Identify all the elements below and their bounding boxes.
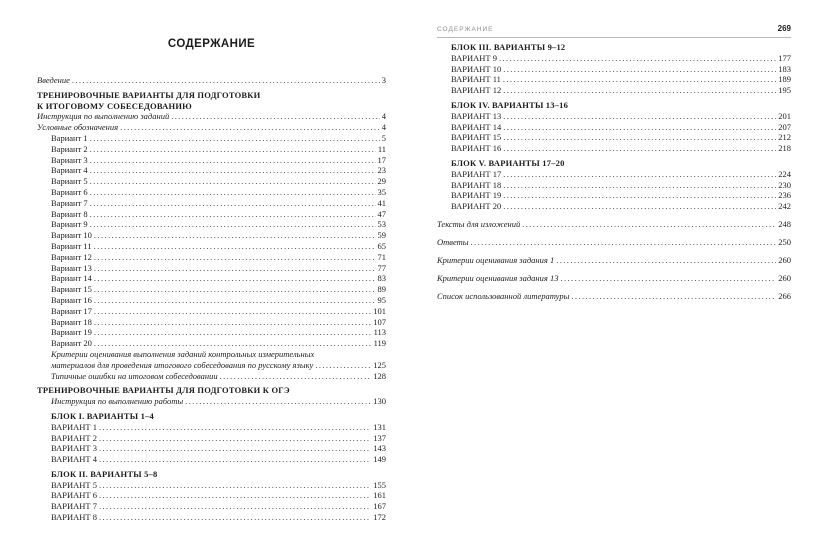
toc-entry-label: ВАРИАНТ 13: [451, 110, 502, 121]
toc-entry-line: [51, 490, 386, 501]
toc-page-number: 218: [778, 143, 791, 154]
dot-leader: [94, 327, 372, 338]
running-header: [437, 24, 791, 38]
dot-leader: [120, 122, 380, 133]
toc-entry-line: [51, 219, 386, 230]
toc-entry: [37, 501, 386, 512]
toc-entry-line: [51, 252, 386, 263]
toc-entry: [37, 396, 386, 407]
toc-entry: [37, 284, 386, 295]
toc-entry: [37, 480, 386, 491]
toc-entry-label: Критерии оценивания задания 13: [437, 273, 559, 284]
left-page: [37, 38, 386, 523]
toc-entry: [37, 295, 386, 306]
toc-entry-line: [451, 158, 791, 169]
page-title: СОДЕРЖАНИЕ: [167, 38, 256, 50]
toc-entry-line: [437, 255, 791, 266]
dot-leader: [90, 198, 376, 209]
toc-entry-label: ТРЕНИРОВОЧНЫЕ ВАРИАНТЫ ДЛЯ ПОДГОТОВКИ К ОГЭ: [37, 385, 290, 396]
toc-entries-left: [37, 75, 386, 523]
toc-entry: [37, 349, 386, 371]
toc-entry-line: [51, 198, 386, 209]
toc-entry-line: [37, 101, 386, 112]
dot-leader: [99, 454, 371, 465]
toc-entry-label: Вариант 11: [51, 240, 92, 251]
toc-entry-label: Критерии оценивания выполнения заданий контрольных измерительных: [51, 348, 315, 359]
toc-entry-label: ВАРИАНТ 2: [51, 432, 97, 443]
toc-entry-label: Вариант 6: [51, 186, 88, 197]
toc-entry: [37, 252, 386, 263]
dot-leader: [185, 396, 371, 407]
toc-entry: [437, 85, 791, 96]
dot-leader: [90, 187, 376, 198]
toc-entry-label: ВАРИАНТ 14: [451, 121, 502, 132]
toc-page-number: 4: [381, 122, 386, 133]
dot-leader: [560, 273, 776, 284]
toc-entry-label: БЛОК V. ВАРИАНТЫ 17–20: [451, 157, 565, 168]
toc-page-number: 177: [778, 52, 791, 63]
toc-page-number: 137: [373, 432, 386, 443]
toc-entry-line: [51, 411, 386, 422]
dot-leader: [94, 306, 371, 317]
toc-page-number: 172: [373, 512, 386, 523]
toc-page-number: 131: [373, 421, 386, 432]
toc-page-number: 71: [377, 251, 386, 262]
toc-entry-line: [437, 291, 791, 302]
toc-page-number: 95: [377, 294, 386, 305]
toc-block-heading: [437, 158, 791, 169]
dot-leader: [94, 317, 371, 328]
toc-entry-line: [51, 396, 386, 407]
toc-entry-line: [451, 122, 791, 133]
toc-page-number: 128: [373, 370, 386, 381]
toc-entry: [437, 180, 791, 191]
toc-entry-label: ВАРИАНТ 17: [451, 168, 502, 179]
toc-entry-line: [451, 111, 791, 122]
toc-entry: [437, 64, 791, 75]
toc-section-heading: [37, 385, 386, 396]
toc-entry-line: [51, 306, 386, 317]
toc-entry: [37, 165, 386, 176]
toc-entry-line: [51, 443, 386, 454]
toc-entry-line: [51, 454, 386, 465]
toc-entry-label: Вариант 8: [51, 208, 88, 219]
dot-leader: [471, 237, 777, 248]
toc-page-number: 41: [377, 197, 386, 208]
toc-page-number: 47: [377, 208, 386, 219]
toc-entry-label: ВАРИАНТ 10: [451, 63, 502, 74]
toc-entry-line: [451, 64, 791, 75]
toc-entry-line: [37, 122, 386, 133]
dot-leader: [90, 165, 376, 176]
dot-leader: [315, 360, 371, 371]
toc-page-number: 260: [778, 273, 791, 284]
toc-entry-label: Критерии оценивания задания 1: [437, 255, 555, 266]
dot-leader: [503, 201, 776, 212]
toc-page-number: 230: [778, 179, 791, 190]
toc-entry-line: [51, 176, 386, 187]
dot-leader: [90, 144, 376, 155]
toc-entry-label: Вариант 13: [51, 262, 92, 273]
toc-entry-label: ВАРИАНТ 20: [451, 201, 502, 212]
toc-entry-line: [51, 501, 386, 512]
toc-entry-label: ВАРИАНТ 7: [51, 501, 97, 512]
toc-entry-label: ВАРИАНТ 8: [51, 512, 97, 523]
toc-entry: [37, 230, 386, 241]
toc-entry: [37, 209, 386, 220]
toc-entry-label: ВАРИАНТ 16: [451, 143, 502, 154]
toc-entry-line: [51, 480, 386, 491]
toc-entry: [437, 237, 791, 248]
toc-page-number: 224: [778, 168, 791, 179]
toc-entry-line: [451, 74, 791, 85]
dot-leader: [99, 512, 371, 523]
toc-entry-label: Вариант 10: [51, 230, 92, 241]
dot-leader: [503, 85, 776, 96]
toc-entry: [37, 317, 386, 328]
toc-entry: [437, 273, 791, 284]
toc-entry-label: Вариант 1: [51, 132, 88, 143]
toc-page-number: 161: [373, 490, 386, 501]
toc-entry: [37, 198, 386, 209]
toc-entry-label: ВАРИАНТ 4: [51, 454, 97, 465]
toc-entry-label: Вариант 12: [51, 251, 92, 262]
toc-entry-line: [51, 209, 386, 220]
toc-page-number: 167: [373, 501, 386, 512]
toc-entries-right: [437, 42, 791, 302]
toc-page-number: 119: [373, 338, 386, 349]
toc-entry-label: БЛОК III. ВАРИАНТЫ 9–12: [451, 42, 566, 52]
toc-entry-line: [451, 143, 791, 154]
toc-entry-label: ВАРИАНТ 12: [451, 85, 502, 96]
toc-entry-label: Вариант 19: [51, 327, 92, 338]
toc-entry: [37, 371, 386, 382]
running-header-title: СОДЕРЖАНИЕ: [437, 26, 494, 33]
toc-entry-label: ВАРИАНТ 6: [51, 490, 97, 501]
toc-entry: [37, 176, 386, 187]
toc-page-number: 242: [778, 201, 791, 212]
toc-page-number: 260: [778, 255, 791, 266]
toc-page-number: 207: [778, 121, 791, 132]
toc-entry: [37, 306, 386, 317]
toc-entry-line: [451, 132, 791, 143]
toc-entry-label: ВАРИАНТ 15: [451, 132, 502, 143]
dot-leader: [503, 74, 776, 85]
dot-leader: [503, 64, 776, 75]
toc-entry-label: Вариант 18: [51, 316, 92, 327]
toc-entry-label: Вариант 2: [51, 143, 88, 154]
right-page: [437, 24, 791, 302]
dot-leader: [94, 284, 376, 295]
toc-entry: [437, 122, 791, 133]
toc-page-number: 23: [377, 165, 386, 176]
dot-leader: [94, 230, 376, 241]
toc-page-number: 83: [377, 273, 386, 284]
toc-entry-line: [51, 360, 386, 371]
dot-leader: [503, 132, 776, 143]
toc-entry: [437, 201, 791, 212]
toc-entry: [37, 144, 386, 155]
toc-entry-label: ВАРИАНТ 9: [451, 52, 497, 63]
toc-page-number: 53: [377, 219, 386, 230]
toc-entry: [37, 122, 386, 133]
toc-entry-label: Вариант 3: [51, 154, 88, 165]
toc-entry-label: Ответы: [437, 237, 469, 248]
dot-leader: [94, 252, 376, 263]
toc-entry-label: материалов для проведения итогового собеседования по русскому языку: [51, 359, 314, 370]
toc-entry-line: [451, 85, 791, 96]
toc-page-number: 236: [778, 190, 791, 201]
toc-entry-label: ВАРИАНТ 19: [451, 190, 502, 201]
dot-leader: [90, 155, 376, 166]
toc-entry-label: ВАРИАНТ 5: [51, 479, 97, 490]
toc-entry: [437, 255, 791, 266]
toc-entry: [37, 155, 386, 166]
toc-entry: [37, 512, 386, 523]
toc-entry-line: [51, 338, 386, 349]
toc-entry: [437, 190, 791, 201]
toc-page-number: 212: [778, 132, 791, 143]
toc-entry-line: [37, 90, 386, 101]
toc-entry-line: [37, 75, 386, 86]
toc-page-number: 101: [373, 305, 386, 316]
dot-leader: [503, 143, 776, 154]
toc-entry: [37, 327, 386, 338]
dot-leader: [99, 480, 371, 491]
dot-leader: [94, 241, 376, 252]
toc-entry-line: [51, 317, 386, 328]
toc-page-number: 3: [381, 75, 386, 85]
toc-page-number: 189: [778, 74, 791, 85]
toc-entry-line: [51, 433, 386, 444]
toc-page-number: 183: [778, 63, 791, 74]
toc-entry-label: БЛОК IV. ВАРИАНТЫ 13–16: [451, 99, 569, 110]
toc-entry-line: [51, 371, 386, 382]
toc-entry: [37, 263, 386, 274]
toc-entry-line: [51, 144, 386, 155]
toc-entry-label: Инструкция по выполнению работы: [51, 396, 184, 407]
dot-leader: [503, 169, 776, 180]
toc-entry-label: Вариант 7: [51, 197, 88, 208]
toc-entry-label: Список использованной литературы: [437, 291, 570, 302]
dot-leader: [72, 75, 380, 86]
toc-entry-line: [51, 349, 386, 360]
dot-leader: [90, 133, 380, 144]
toc-entry: [437, 169, 791, 180]
toc-page-number: 130: [373, 396, 386, 407]
toc-entry-label: Инструкция по выполнению заданий: [37, 111, 170, 122]
toc-entry-label: Вариант 9: [51, 219, 88, 230]
dot-leader: [220, 371, 372, 382]
dot-leader: [503, 180, 776, 191]
toc-page-number: 149: [373, 454, 386, 465]
dot-leader: [503, 111, 776, 122]
toc-entry: [437, 143, 791, 154]
dot-leader: [90, 219, 376, 230]
toc-page-number: 195: [778, 85, 791, 96]
toc-entry-line: [437, 237, 791, 248]
toc-page-number: 4: [381, 111, 386, 122]
dot-leader: [556, 255, 776, 266]
dot-leader: [94, 263, 376, 274]
toc-entry: [437, 74, 791, 85]
toc-entry-line: [51, 230, 386, 241]
toc-entry: [437, 53, 791, 64]
toc-block-heading: [437, 100, 791, 111]
toc-entry-label: ВАРИАНТ 11: [451, 74, 501, 85]
toc-page-number: 59: [377, 230, 386, 241]
toc-entry-label: Вариант 4: [51, 165, 88, 176]
toc-entry-label: Вариант 5: [51, 176, 88, 187]
toc-entry-label: Введение: [37, 75, 70, 85]
toc-entry: [37, 338, 386, 349]
toc-entry: [37, 490, 386, 501]
toc-entry-line: [51, 284, 386, 295]
toc-entry-line: [451, 201, 791, 212]
toc-entry-line: [51, 512, 386, 523]
dot-leader: [99, 433, 371, 444]
toc-entry: [37, 443, 386, 454]
toc-entry-label: К ИТОГОВОМУ СОБЕСЕДОВАНИЮ: [37, 100, 192, 111]
toc-entry-line: [51, 187, 386, 198]
toc-entry-line: [51, 422, 386, 433]
toc-entry-line: [437, 273, 791, 284]
toc-entry-line: [51, 263, 386, 274]
toc-page-number: 266: [778, 291, 791, 302]
toc-page-number: 248: [778, 219, 791, 230]
toc-entry-label: ВАРИАНТ 18: [451, 179, 502, 190]
toc-entry: [37, 454, 386, 465]
toc-entry-line: [437, 219, 791, 230]
toc-page-number: 113: [373, 327, 386, 338]
toc-entry-line: [451, 53, 791, 64]
toc-entry: [437, 132, 791, 143]
toc-page-number: 107: [373, 316, 386, 327]
toc-entry-label: БЛОК II. ВАРИАНТЫ 5–8: [51, 468, 158, 479]
toc-entry-line: [451, 169, 791, 180]
toc-page-number: 29: [377, 176, 386, 187]
dot-leader: [99, 501, 371, 512]
toc-entry: [37, 219, 386, 230]
dot-leader: [503, 122, 776, 133]
toc-entry-label: Вариант 17: [51, 305, 92, 316]
toc-entry: [37, 241, 386, 252]
toc-page-number: 17: [377, 154, 386, 165]
toc-entry-line: [451, 180, 791, 191]
toc-page-number: 65: [377, 240, 386, 251]
toc-entry-line: [451, 42, 791, 53]
toc-page-number: 201: [778, 110, 791, 121]
toc-entry-label: Типичные ошибки на итоговом собеседовании: [51, 370, 218, 381]
dot-leader: [90, 209, 376, 220]
dot-leader: [94, 295, 376, 306]
toc-entry-label: Вариант 16: [51, 294, 92, 305]
toc-entry-label: ВАРИАНТ 3: [51, 443, 97, 454]
toc-entry-line: [51, 133, 386, 144]
toc-entry-line: [37, 111, 386, 122]
toc-block-heading: [37, 469, 386, 480]
toc-entry: [37, 111, 386, 122]
toc-entry: [437, 291, 791, 302]
toc-block-heading: [437, 42, 791, 53]
toc-entry-line: [51, 295, 386, 306]
toc-entry: [437, 219, 791, 230]
toc-entry: [37, 187, 386, 198]
toc-entry-label: ТРЕНИРОВОЧНЫЕ ВАРИАНТЫ ДЛЯ ПОДГОТОВКИ: [37, 89, 261, 100]
toc-entry: [37, 75, 386, 86]
folio-page-number: 269: [777, 24, 791, 33]
toc-entry-line: [37, 385, 386, 396]
dot-leader: [522, 219, 776, 230]
toc-page-number: 35: [377, 186, 386, 197]
toc-entry-label: Вариант 15: [51, 284, 92, 295]
dot-leader: [99, 422, 371, 433]
dot-leader: [94, 273, 376, 284]
toc-entry-label: ВАРИАНТ 1: [51, 421, 97, 432]
toc-page-number: 125: [373, 359, 386, 370]
toc-page-number: 250: [778, 237, 791, 248]
toc-entry: [37, 273, 386, 284]
dot-leader: [99, 490, 371, 501]
toc-entry-line: [51, 155, 386, 166]
dot-leader: [171, 111, 380, 122]
toc-page-number: 77: [377, 262, 386, 273]
toc-block-heading: [37, 411, 386, 422]
dot-leader: [571, 291, 776, 302]
toc-entry: [437, 111, 791, 122]
toc-entry-label: Вариант 14: [51, 273, 92, 284]
toc-entry-line: [51, 327, 386, 338]
dot-leader: [90, 176, 376, 187]
toc-entry: [37, 422, 386, 433]
toc-page-number: 143: [373, 443, 386, 454]
toc-section-heading: [37, 90, 386, 112]
toc-page-number: 155: [373, 479, 386, 490]
toc-entry-label: Вариант 20: [51, 338, 92, 349]
toc-entry-label: Тексты для изложений: [437, 219, 521, 230]
dot-leader: [99, 443, 371, 454]
toc-entry: [37, 133, 386, 144]
toc-page-number: 89: [377, 284, 386, 295]
toc-entry-line: [451, 190, 791, 201]
toc-entry-line: [51, 165, 386, 176]
toc-entry-line: [51, 241, 386, 252]
toc-entry: [37, 433, 386, 444]
toc-page-number: 5: [381, 132, 386, 143]
toc-entry-line: [51, 273, 386, 284]
toc-entry-line: [451, 100, 791, 111]
dot-leader: [503, 190, 776, 201]
toc-entry-label: БЛОК I. ВАРИАНТЫ 1–4: [51, 410, 154, 421]
toc-page-number: 11: [377, 143, 386, 154]
dot-leader: [94, 338, 372, 349]
dot-leader: [499, 53, 776, 64]
toc-entry-label: Условные обозначения: [37, 122, 119, 133]
toc-entry-line: [51, 469, 386, 480]
